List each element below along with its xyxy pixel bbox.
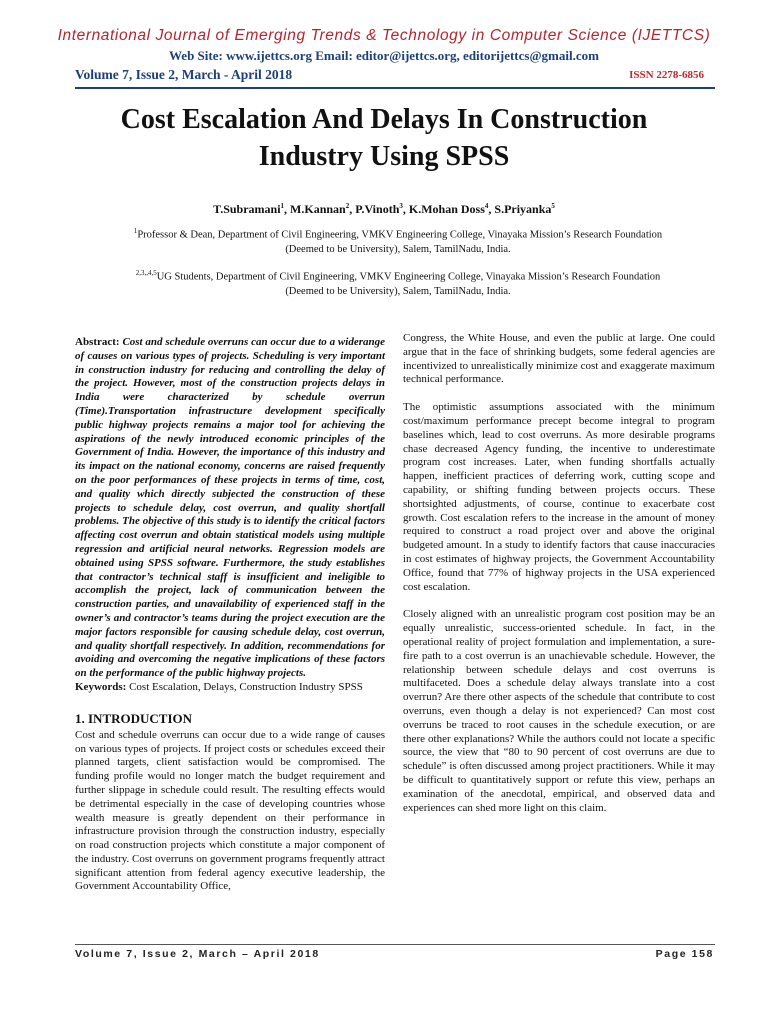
journal-website: Web Site: www.ijettcs.org Email: editor@ijettcs.org, editorijettcs@gmail.com (169, 48, 599, 63)
abstract (75, 336, 385, 681)
affiliation-sup: 1 (133, 227, 138, 235)
author-name: P.Vinoth (355, 202, 400, 216)
affiliation-2 (98, 266, 698, 299)
paper-title (0, 101, 768, 175)
keywords-text: Cost Escalation, Delays, Construction Industry SPSS (129, 680, 363, 693)
right-column (403, 332, 715, 815)
left-column (75, 336, 385, 894)
author-name: K.Mohan Doss (408, 202, 485, 216)
journal-volume: Volume 7, Issue 2, March - April 2018 (75, 67, 293, 82)
author-sup: 5 (551, 202, 555, 210)
paper-title-line1: Cost Escalation And Delays In Construction (120, 104, 648, 135)
affiliation-line: Professor & Dean, Department of Civil Engineering, VMKV Engineering College, Vinayaka Mission’s Research Foundation (137, 229, 663, 241)
affiliation-1 (98, 224, 698, 257)
author-name: S.Priyanka (494, 202, 552, 216)
header-divider (75, 87, 715, 89)
footer-divider (75, 944, 715, 945)
journal-name: International Journal of Emerging Trends & Technology in Computer Science (IJETTCS) (57, 27, 711, 44)
keywords (75, 681, 385, 695)
keywords-label: Keywords: (75, 680, 127, 693)
author-name: T.Subramani (213, 202, 281, 216)
author-list: T.Subramani$^1$, M.Kannan$^2$, P.Vinoth$^3$, K.Mohan Doss$^4$, S.Priyanka$^5$ (213, 202, 555, 216)
author-sup: 4 (484, 202, 489, 210)
body-paragraph-1: Congress, the White House, and even the public at large. One could argue that in the face of shrinking budgets, some federal agencies are incentivized to unrealistically minimize cost and exaggerate maximum technical performance. (403, 332, 715, 386)
journal-issn: ISSN 2278-6856 (629, 69, 704, 81)
body-paragraph-3: Closely aligned with an unrealistic program cost position may be an equally unrealistic, success-oriented schedule. In fact, in the operational reality of project formulation and implementation, a sure-fire path to a cost overrun is an unachievable schedule. However, the relationship between schedule delays and cost overruns is multifaceted. Does a schedule delay always translate into a cost overrun? Are there other aspects of the schedule that contribute to cost overruns, even though a delay is not experienced? Can most cost overruns be traced to root causes in the schedule execution, or are there other explanations? While the authors could not locate a specific source, the view that “80 to 90 percent of cost overruns are due to schedule” is often discussed among project practitioners. While it may be difficult to quantitatively support or refute this view, perhaps an examination of the anecdotal, empirical, and observed data and experiences can shed more light on this claim. (403, 608, 715, 814)
affiliation-line: (Deemed to be University), Salem, TamilNadu, India. (285, 285, 511, 297)
abstract-label: Abstract: (75, 336, 120, 348)
author-name: M.Kannan (290, 202, 346, 216)
introduction-paragraph: Cost and schedule overruns can occur due to a wide range of causes on various types of projects. If project costs or schedules exceed their planned targets, client satisfaction would be compromised. The funding profile would no longer match the budget requirement and further slippage in schedule could result. The resulting effects would be detrimental especially in the case of developing countries whose wealth measure is greatly dependent on their performance in infrastructure provision through the construction industry, especially on road construction projects which constitute a major component of the industry. Cost overruns on government programs frequently attract significant attention from federal agency executive leadership, the Government Accountability Office, (75, 728, 385, 893)
abstract-text: Cost and schedule overruns can occur due to a widerange of causes on various types of projects. Scheduling is very important in construction industry for reducing and controlling the delay of the project. However, most of the construction projects delays in India were characterized by schedule overrun (Time).Transportation infrastructure development specifically public highway projects remains a major tool for achieving the aspirations of the newly introduced economic principles of the Government of India. However, the importance of this industry and its impact on the national economy, concerns are raised frequently on the poor performances of these projects in terms of time, cost, and quality which directly subjected the construction of these projects to schedule delay, cost overrun, and quality shortfall problems. The objective of this study is to identify the critical factors affecting cost overrun and obtain statistical models using multiple regression and artificial neural networks. Regression models are obtained using SPSS software. Furthermore, the study establishes that contractor’s technical staff is insufficient and ineligible to accomplish the project, lack of communication between the construction parties, and unavailability of experienced staff in the owner’s and contractor’s teams during the project execution are the major factors responsible for causing schedule delay, cost overrun, and quality shortfall respectively. In addition, recommendations for avoiding and overcoming the negative implications of these factors on the performance of the public highway projects. (75, 336, 385, 680)
affiliation-line: UG Students, Department of Civil Engineering, VMKV Engineering College, Vinayaka Mission’s Research Foundation (156, 271, 661, 283)
section-heading-introduction: 1. INTRODUCTION (75, 710, 193, 726)
paper-title-line2: Industry Using SPSS (258, 141, 510, 172)
affiliation-line: (Deemed to be University), Salem, TamilNadu, India. (285, 243, 511, 255)
author-sup: 1 (280, 202, 285, 210)
affiliation-sup: 2,3,,4,5 (135, 269, 157, 277)
author-sup: 3 (399, 202, 403, 210)
footer-volume: Volume 7, Issue 2, March – April 2018 (75, 948, 320, 960)
page-number: Page 158 (655, 948, 714, 960)
body-paragraph-2: The optimistic assumptions associated with the minimum cost/maximum performance precept become integral to program baselines which, lead to cost overruns. As more desirable programs chase decreased Agency funding, the incentive to underestimate program cost increases. Later, when funding shortfalls actually happen, inefficient practices of deferring work, cutting scope and capability, or shifting funding between projects occurs. These shortsighted adjustments, of course, continue to exacerbate cost growth. Cost escalation refers to the increase in the amount of money required to construct a road project over and above the original budgeted amount. In a study to identify factors that cause inaccuracies in cost estimates of highway projects, the Government Accountability Office, found that 77% of highway projects in the USA experienced cost escalation. (403, 401, 715, 593)
author-sup: 2 (345, 202, 350, 210)
